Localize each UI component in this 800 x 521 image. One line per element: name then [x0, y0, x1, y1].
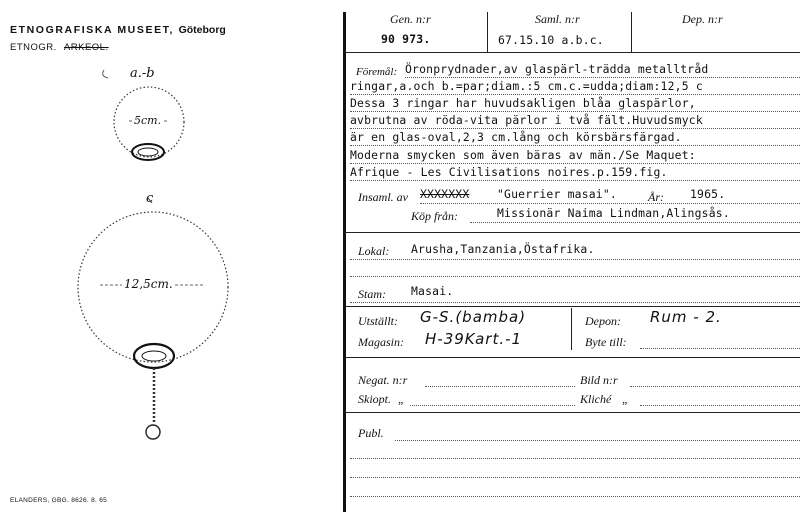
skiopt-label: Skiopt. — [358, 392, 391, 406]
skiopt-value: „ — [398, 392, 405, 406]
byte-label: Byte till: — [585, 335, 627, 349]
label-c: c — [146, 191, 154, 206]
depon-value: Rum - 2. — [650, 308, 722, 326]
insaml-struck: XXXXXXX — [420, 187, 470, 201]
gen-value: 90 973. — [381, 32, 431, 46]
stam-label: Stam: — [358, 287, 386, 301]
stam-value: Masai. — [411, 284, 454, 298]
utstallt-label: Utställt: — [358, 314, 399, 328]
bild-label: Bild n:r — [580, 373, 618, 387]
insaml-label: Insaml. av — [358, 190, 408, 204]
insaml-value: "Guerrier masai". — [497, 187, 617, 201]
department-struck: ARKEOL. — [63, 42, 109, 53]
magasin-value: H-39Kart.-1 — [425, 330, 523, 348]
utstallt-value: G-S.(bamba) — [420, 308, 527, 326]
gen-label: Gen. n:r — [390, 12, 431, 26]
foremal-line-6: Moderna smycken som även bäras av män./Se Maquet: — [350, 148, 696, 162]
magasin-label: Magasin: — [358, 335, 404, 349]
kliche-value: „ — [622, 392, 629, 406]
foremal-line-5: är en glas-oval,2,3 cm.lång och körsbärsfärgad. — [350, 130, 682, 144]
ar-value: 1965. — [690, 187, 726, 201]
saml-value: 67.15.10 a.b.c. — [498, 33, 604, 47]
foremal-line-3: Dessa 3 ringar har huvudsakligen blåa glaspärlor, — [350, 96, 696, 110]
small-ring-oval — [132, 144, 164, 160]
ar-label: År: — [648, 190, 664, 204]
measure-large: 12,5cm. — [124, 277, 173, 291]
foremal-line-1: Öronprydnader,av glaspärl-trädda metalltråd — [405, 62, 709, 76]
pendant-bead — [146, 425, 160, 439]
card-left-border — [343, 12, 346, 512]
negat-label: Negat. n:r — [358, 373, 408, 387]
label-ab: a.-b — [130, 66, 155, 81]
lokal-value: Arusha,Tanzania,Östafrika. — [411, 242, 595, 256]
foremal-line-4: avbrutna av röda-vita pärlor i två fält.Huvudsmyck — [350, 113, 703, 127]
saml-label: Saml. n:r — [535, 12, 580, 26]
measure-small: 5cm. — [134, 114, 162, 127]
foremal-line-7: Afrique - Les Civilisations noires.p.159.fig. — [350, 165, 668, 179]
museum-name: ETNOGRAFISKA MUSEET, — [10, 24, 175, 36]
earring-sketch — [0, 0, 330, 521]
kop-label: Köp från: — [411, 209, 459, 223]
depon-label: Depon: — [585, 314, 621, 328]
large-ring-oval — [134, 344, 174, 368]
foremal-label: Föremål: — [356, 66, 398, 78]
kliche-label: Kliché — [580, 392, 612, 406]
museum-city: Göteborg — [178, 24, 226, 36]
dep-label: Dep. n:r — [682, 12, 723, 26]
printer-line: ELANDERS, GBG. 8626. 8. 65 — [10, 497, 108, 504]
kop-value: Missionär Naima Lindman,Alingsås. — [497, 206, 730, 220]
department: ETNOGR. — [10, 42, 57, 53]
foremal-line-2: ringar,a.och b.=par;diam.:5 cm.c.=udda;diam:12,5 c — [350, 79, 703, 93]
lokal-label: Lokal: — [358, 244, 390, 258]
publ-label: Publ. — [358, 426, 384, 440]
